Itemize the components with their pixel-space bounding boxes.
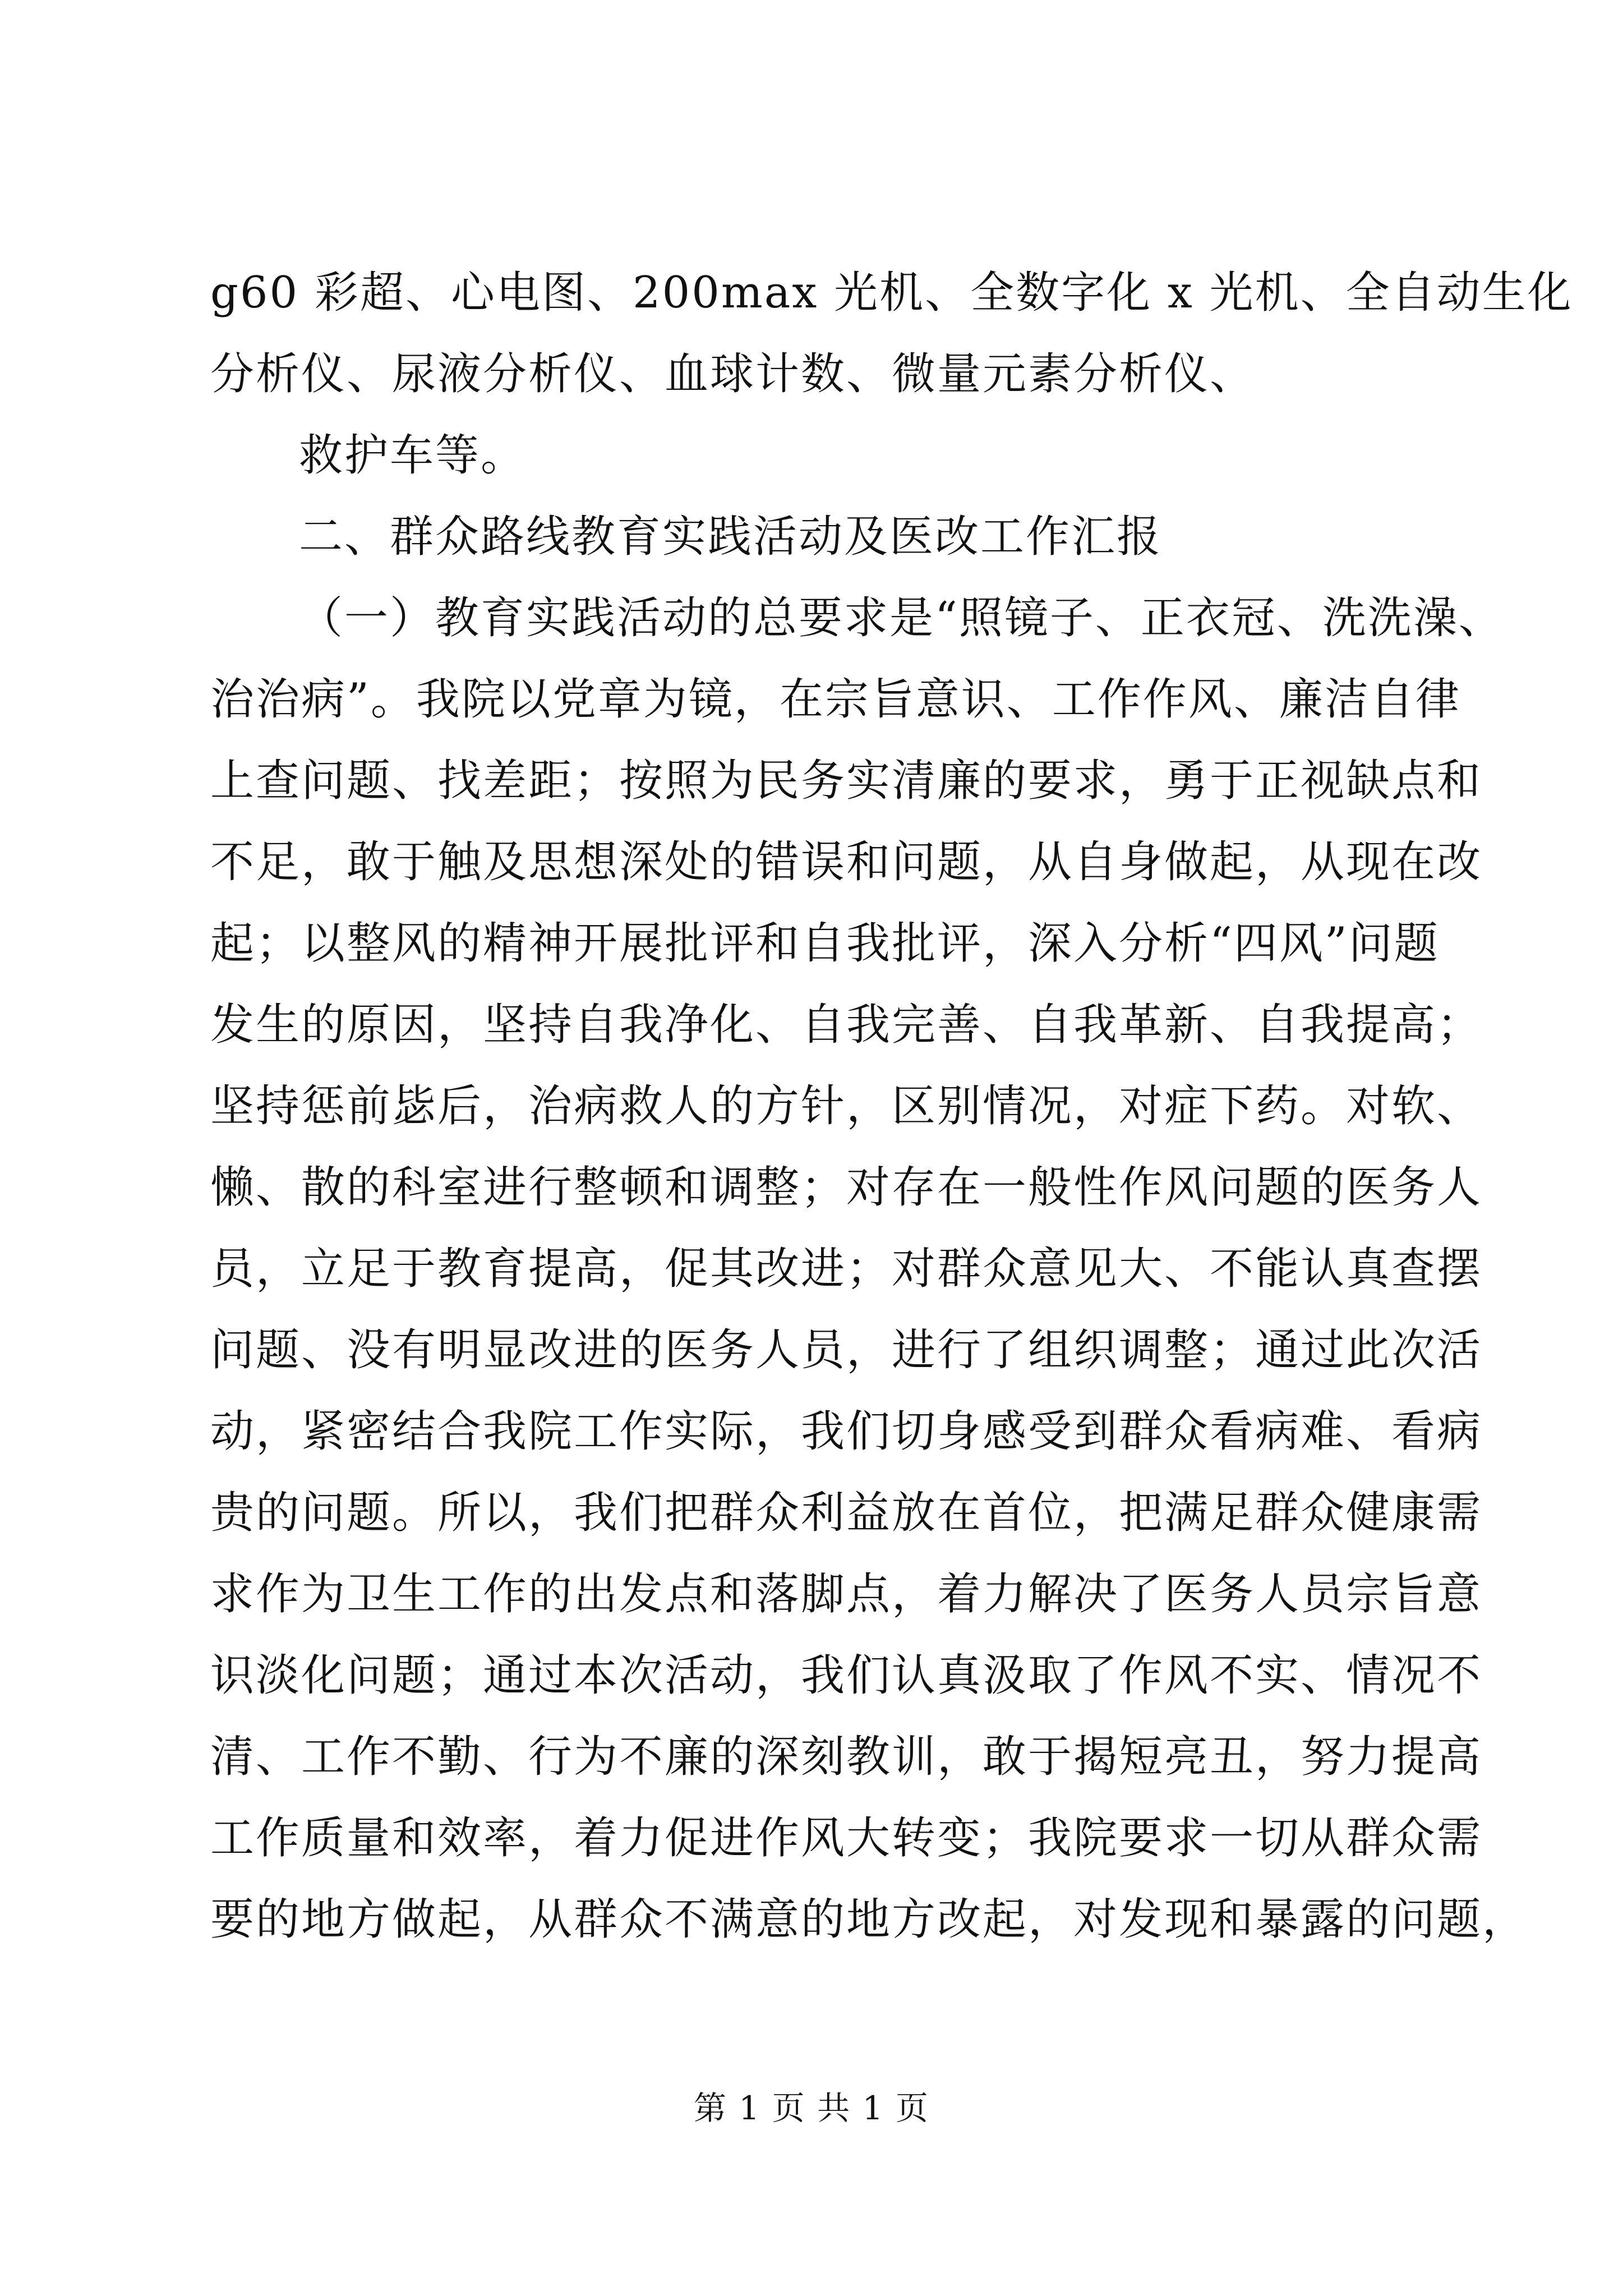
document-body xyxy=(210,252,1573,1961)
text-line: 发生的原因，坚持自我净化、自我完善、自我革新、自我提高； xyxy=(210,1000,1483,1050)
text-line: 懒、散的科室进行整顿和调整；对存在一般性作风问题的医务人 xyxy=(210,1162,1483,1213)
text-line: g60 彩超、心电图、200max 光机、全数字化 x 光机、全自动生化 xyxy=(210,268,1573,318)
section-heading: 二、群众路线教育实践活动及医改工作汇报 xyxy=(299,512,1163,562)
text-line: 救护车等。 xyxy=(299,430,527,481)
text-line: 起；以整风的精神开展批评和自我批评，深入分析“四风”问题 xyxy=(210,918,1440,969)
text-line: 要的地方做起，从群众不满意的地方改起，对发现和暴露的问题， xyxy=(210,1894,1528,1945)
text-line: 清、工作不勤、行为不廉的深刻教训，敢于揭短亮丑，努力提高 xyxy=(210,1732,1483,1782)
text-line: 工作质量和效率，着力促进作风大转变；我院要求一切从群众需 xyxy=(210,1813,1483,1864)
text-line: 治治病”。我院以党章为镜，在宗旨意识、工作作风、廉洁自律 xyxy=(210,674,1461,725)
text-line: 贵的问题。所以，我们把群众利益放在首位，把满足群众健康需 xyxy=(210,1488,1483,1538)
page-footer: 第 1 页 共 1 页 xyxy=(694,2089,929,2127)
text-line: 动，紧密结合我院工作实际，我们切身感受到群众看病难、看病 xyxy=(210,1406,1483,1457)
text-line: （一）教育实践活动的总要求是“照镜子、正衣冠、洗洗澡、 xyxy=(299,593,1504,643)
text-line: 坚持惩前毖后，治病救人的方针，区别情况，对症下药。对软、 xyxy=(210,1081,1483,1131)
text-line: 员，立足于教育提高，促其改进；对群众意见大、不能认真查摆 xyxy=(210,1244,1483,1294)
text-line: 求作为卫生工作的出发点和落脚点，着力解决了医务人员宗旨意 xyxy=(210,1569,1483,1619)
text-line: 上查问题、找差距；按照为民务实清廉的要求，勇于正视缺点和 xyxy=(210,756,1483,806)
text-line: 分析仪、尿液分析仪、血球计数、微量元素分析仪、 xyxy=(210,349,1256,399)
text-line: 问题、没有明显改进的医务人员，进行了组织调整；通过此次活 xyxy=(210,1325,1483,1375)
text-line: 识淡化问题；通过本次活动，我们认真汲取了作风不实、情况不 xyxy=(210,1650,1483,1701)
text-line: 不足，敢于触及思想深处的错误和问题，从自身做起，从现在改 xyxy=(210,837,1483,887)
